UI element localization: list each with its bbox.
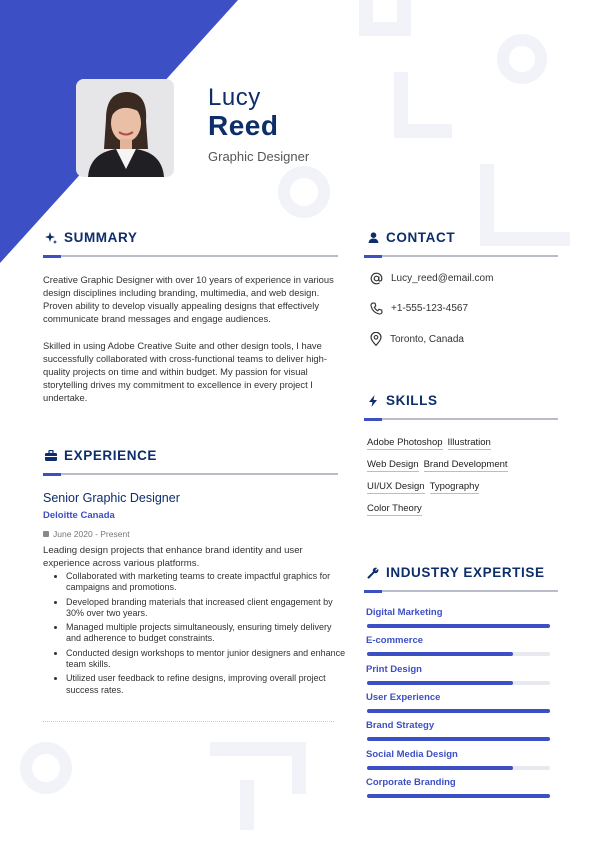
contact-location: Toronto, Canada [390,333,464,345]
sparkle-icon [44,231,58,245]
corner-decoration-2 [480,164,570,246]
expertise-label: Brand Strategy [366,720,435,732]
location-pin-icon [370,332,382,346]
corner-decoration-3 [210,742,306,794]
expertise-level-track [367,794,550,798]
skills-divider [364,418,558,420]
job-bullet: • Managed multiple projects simultaneously, ensuring timely delivery and adherence to budget constraints. [66,622,348,645]
job-role: Senior Graphic Designer [43,491,180,505]
skill-tag: Web Design [367,459,419,470]
contact-phone[interactable]: +1-555-123-4567 [391,303,469,314]
job-bullet: • Conducted design workshops to mentor junior designers and enhance team skills. [66,648,348,671]
expertise-level-fill [367,737,550,741]
expertise-level-fill [367,681,513,685]
ring-decoration-3 [20,742,72,794]
corner-decoration [394,72,452,138]
contact-title: CONTACT [386,230,456,245]
expertise-item [366,664,422,675]
expertise-item [366,607,443,618]
expertise-label: User Experience [366,691,441,703]
first-name: Lucy [208,84,261,111]
contact-divider [364,255,558,257]
expertise-level-track [367,737,550,741]
skill-tag: Illustration [447,437,491,448]
briefcase-icon [44,449,58,463]
expertise-item [366,749,458,760]
expertise-level-track [367,709,550,713]
industry-expertise-title: INDUSTRY EXPERTISE [386,565,545,580]
industry-expertise-heading [366,565,545,580]
calendar-icon [43,531,49,537]
last-name: Reed [208,110,279,141]
ring-decoration-2 [278,166,330,218]
job-description: Leading design projects that enhance brand identity and user experience across various platforms. [43,545,303,569]
expertise-level-fill [367,766,513,770]
wrench-icon [366,566,380,580]
bar-decoration [240,780,254,830]
experience-end-divider [43,721,334,722]
expertise-level-track [367,681,550,685]
experience-heading [44,448,157,463]
bolt-icon [366,394,380,408]
contact-email-row[interactable] [370,272,493,285]
skill-tag: Adobe Photoshop [367,437,443,448]
skills-row [367,437,491,450]
expertise-level-track [367,652,550,656]
expertise-level-fill [367,624,550,628]
job-dates-text: June 2020 - Present [53,529,130,539]
skill-tag: UI/UX Design [367,481,425,492]
contact-phone-row[interactable] [370,302,468,315]
summary-paragraph-1: Creative Graphic Designer with over 10 years of experience in various design disciplines including branding, multimedia, and web design. Proven ability to develop visually appealing designs that effectively communicate brand messages and engage audiences. [43,274,334,324]
contact-location-row [370,332,464,346]
expertise-level-track [367,766,550,770]
contact-email[interactable]: Lucy_reed@email.com [391,273,494,284]
job-bullets [54,571,348,699]
at-sign-icon [370,272,383,285]
skill-tag: Brand Development [423,459,508,470]
expertise-label: Print Design [366,663,422,675]
job-company: Deloitte Canada [43,510,115,521]
phone-icon [370,302,383,315]
expertise-level-fill [367,794,550,798]
expertise-level-track [367,624,550,628]
expertise-item [366,720,434,731]
summary-divider [43,255,338,257]
job-title: Graphic Designer [208,149,310,164]
skills-title: SKILLS [386,393,438,408]
job-bullet: • Utilized user feedback to refine designs, improving overall project success rates. [66,673,348,696]
job-bullet: • Collaborated with marketing teams to create impactful graphics for campaigns and promotions. [66,571,348,594]
expertise-label: E-commerce [366,635,424,647]
skill-tag: Color Theory [367,503,422,514]
job-bullet: • Developed branding materials that increased client engagement by 30% over two years. [66,597,348,620]
summary-paragraph-2: Skilled in using Adobe Creative Suite and other design tools, I have successfully collaborated with cross-functional teams to deliver high-quality projects on time and within budget. My passion for visual storytelling drives my commitment to excellence in every project I undertake. [43,340,327,403]
expertise-level-fill [367,652,513,656]
summary-title: SUMMARY [64,230,138,245]
job-dates [43,529,130,539]
expertise-label: Digital Marketing [366,607,443,618]
experience-title: EXPERIENCE [64,448,158,463]
expertise-label: Corporate Branding [366,776,456,788]
skills-row [367,481,479,494]
ring-decoration [497,34,547,84]
skill-tag: Typography [429,481,480,492]
skills-row [367,503,422,516]
person-icon [366,231,380,245]
contact-heading [366,230,455,245]
summary-heading [44,230,137,245]
experience-divider [43,473,338,475]
skills-heading [366,393,438,408]
expertise-item [366,635,423,646]
expertise-level-fill [367,709,550,713]
expertise-item [366,777,456,788]
skills-row [367,459,508,472]
industry-expertise-divider [364,590,558,592]
square-outline-decoration [359,0,411,36]
expertise-item [366,692,440,703]
expertise-label: Social Media Design [366,748,458,760]
profile-photo [76,79,174,177]
